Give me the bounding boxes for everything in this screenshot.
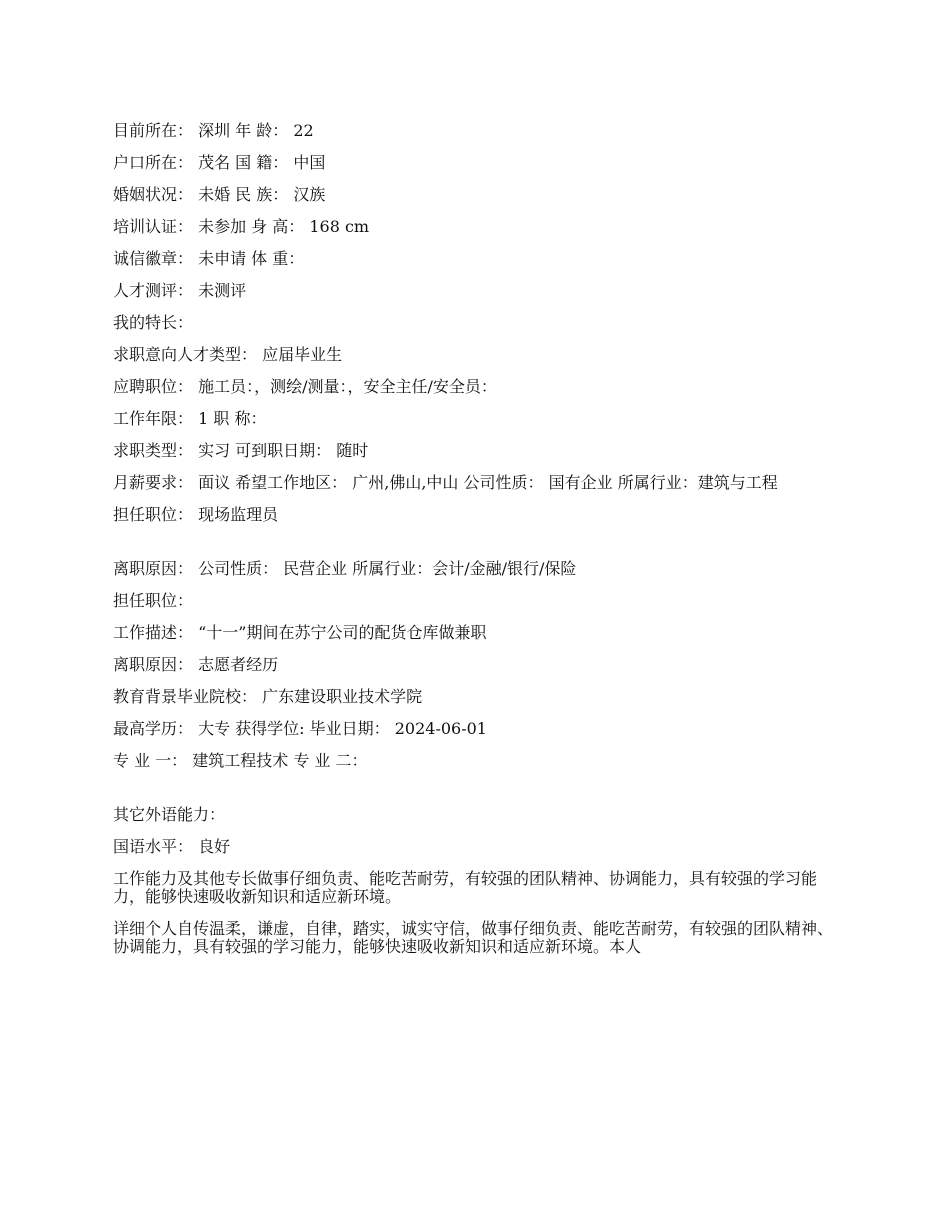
section-gap: [113, 538, 839, 560]
marital-ethnicity-line: 婚姻状况： 未婚 民 族： 汉族: [113, 185, 326, 204]
training-height-line: 培训认证： 未参加 身 高： 168 cm: [113, 217, 370, 236]
hukou-nationality-line: 户口所在： 茂名 国 籍： 中国: [113, 153, 326, 172]
job-intent-type-line: 求职意向人才类型： 应届毕业生: [113, 345, 343, 364]
resume-document: [113, 122, 839, 970]
leave-reason-volunteer-line: 离职原因： 志愿者经历: [113, 655, 279, 674]
specialty-line: 我的特长：: [113, 313, 194, 332]
other-language-line: 其它外语能力：: [113, 805, 226, 824]
salary-region-company-line: 月薪要求： 面议 希望工作地区： 广州,佛山,中山 公司性质： 国有企业 所属行业：建筑与工程: [113, 473, 778, 492]
mandarin-level-line: 国语水平： 良好: [113, 837, 231, 856]
current-location-age-line: 目前所在： 深圳 年 龄： 22: [113, 121, 314, 140]
major-line: 专 业 一： 建筑工程技术 专 业 二：: [113, 751, 368, 770]
leave-reason-company-line: 离职原因： 公司性质： 民营企业 所属行业：会计/金融/银行/保险: [113, 559, 577, 578]
work-years-title-line: 工作年限： 1 职 称：: [113, 409, 267, 428]
section-gap: [113, 784, 839, 806]
integrity-weight-line: 诚信徽章： 未申请 体 重：: [113, 249, 305, 268]
position-held-empty-line: 担任职位：: [113, 591, 194, 610]
education-school-line: 教育背景毕业院校： 广东建设职业技术学院: [113, 687, 423, 706]
work-ability-paragraph: 工作能力及其他专长做事仔细负责、能吃苦耐劳，有较强的团队精神、协调能力，具有较强的学习能力，能够快速吸收新知识和适应新环境。: [113, 869, 818, 906]
degree-graduation-line: 最高学历： 大专 获得学位: 毕业日期： 2024-06-01: [113, 719, 487, 738]
position-held-line: 担任职位： 现场监理员: [113, 505, 279, 524]
self-description-paragraph: 详细个人自传温柔，谦虚，自律，踏实，诚实守信，做事仔细负责、能吃苦耐劳，有较强的团队精神、协调能力，具有较强的学习能力，能够快速吸收新知识和适应新环境。本人: [113, 919, 834, 956]
work-description-line: 工作描述： “十一”期间在苏宁公司的配货仓库做兼职: [113, 623, 487, 642]
applied-positions-line: 应聘职位： 施工员：，测绘/测量：，安全主任/安全员：: [113, 377, 497, 396]
talent-assessment-line: 人才测评： 未测评: [113, 281, 247, 300]
job-type-availability-line: 求职类型： 实习 可到职日期： 随时: [113, 441, 369, 460]
